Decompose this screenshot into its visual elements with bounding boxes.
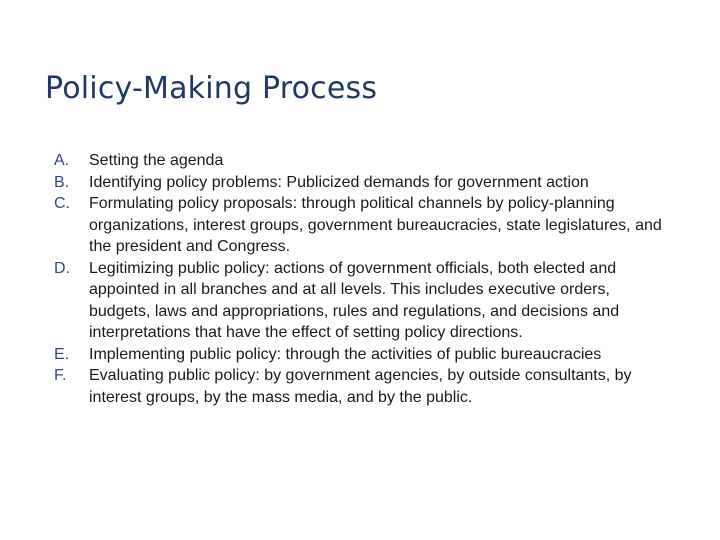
list-marker: E. bbox=[54, 345, 70, 363]
list-marker: B. bbox=[54, 173, 70, 191]
list-marker: D. bbox=[54, 259, 70, 277]
list-marker: C. bbox=[54, 195, 70, 212]
list-item bbox=[54, 172, 666, 194]
list-item bbox=[54, 258, 666, 344]
list-item bbox=[54, 193, 666, 258]
list-item-text: Setting the agenda bbox=[89, 152, 224, 169]
list-marker: F. bbox=[54, 367, 67, 384]
list-item bbox=[54, 344, 666, 366]
list-item bbox=[54, 150, 666, 172]
list-item bbox=[54, 365, 666, 408]
policy-steps-list bbox=[54, 150, 666, 408]
list-item-text: Evaluating public policy: by government agencies, by outside consultants, by interest groups, by the mass media, and by the public. bbox=[89, 367, 632, 406]
list-item-text: Implementing public policy: through the activities of public bureaucracies bbox=[89, 345, 602, 363]
list-item-text: Identifying policy problems: Publicized demands for government action bbox=[89, 173, 589, 191]
list-item-text: Formulating policy proposals: through political channels by policy-planning organizations, interest groups, government bureaucracies, state legislatures, and the president and Congress. bbox=[89, 195, 662, 255]
list-item-text: Legitimizing public policy: actions of government officials, both elected and appointed in all branches and at all levels. This includes executive orders, budgets, laws and appropriations, rules and regulations, and decisions and interpretations that have the effect of setting policy directions. bbox=[89, 259, 620, 341]
slide-title: Policy-Making Process bbox=[45, 71, 378, 106]
list-marker: A. bbox=[54, 152, 70, 169]
